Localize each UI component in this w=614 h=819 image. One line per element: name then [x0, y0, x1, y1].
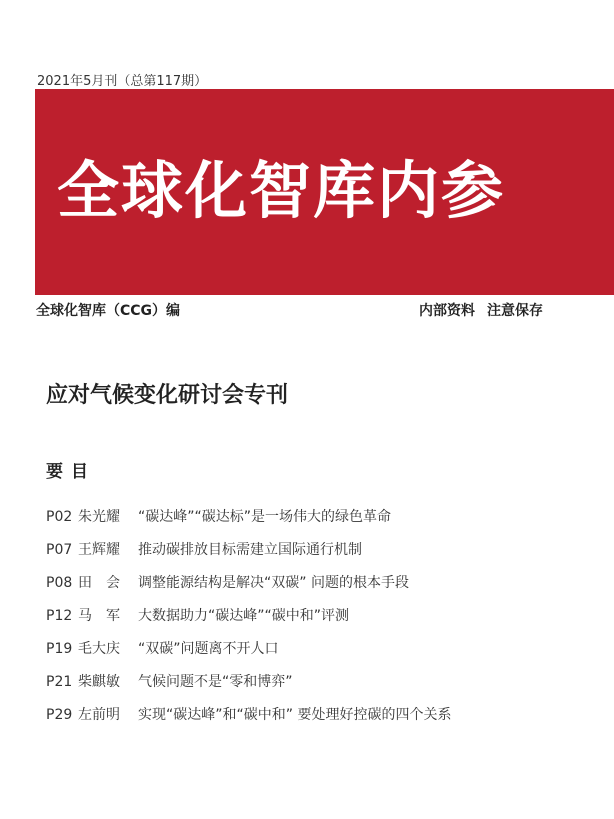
- confidentiality-notice: [419, 300, 543, 320]
- toc-title: 大数据助力“碳达峰”“碳中和”评测: [138, 608, 350, 624]
- title-banner: [35, 89, 614, 295]
- toc-title: “双碳”问题离不开人口: [138, 641, 279, 657]
- toc-item[interactable]: [46, 605, 451, 638]
- toc-author: 毛大庆: [78, 641, 120, 657]
- notice-keep: 注意保存: [487, 303, 543, 319]
- toc-item[interactable]: [46, 638, 451, 671]
- toc-page: P12: [46, 608, 73, 624]
- toc-author: 左前明: [78, 707, 120, 723]
- toc-author: 马 军: [78, 608, 120, 624]
- toc-item[interactable]: [46, 539, 451, 572]
- toc-title: 调整能源结构是解决“双碳” 问题的根本手段: [138, 575, 409, 591]
- toc-page: P08: [46, 575, 73, 591]
- toc-author: 田 会: [78, 575, 120, 591]
- issue-date: 2021年5月刊（总第117期）: [37, 74, 208, 89]
- table-of-contents: [46, 506, 451, 737]
- toc-title: 推动碳排放目标需建立国际通行机制: [138, 542, 362, 558]
- toc-page: P21: [46, 674, 73, 690]
- toc-heading: 要目: [46, 462, 96, 482]
- toc-item[interactable]: [46, 572, 451, 605]
- toc-author: 王辉耀: [78, 542, 120, 558]
- toc-item[interactable]: [46, 671, 451, 704]
- toc-page: P29: [46, 707, 73, 723]
- toc-page: P02: [46, 509, 73, 525]
- publication-title: 全球化智库内参: [57, 154, 506, 227]
- toc-author: 柴麒敏: [78, 674, 120, 690]
- toc-page: P19: [46, 641, 73, 657]
- toc-title: “碳达峰”“碳达标”是一场伟大的绿色革命: [138, 509, 392, 525]
- toc-page: P07: [46, 542, 73, 558]
- special-issue-title: 应对气候变化研讨会专刊: [46, 383, 289, 408]
- notice-internal: 内部资料: [419, 303, 475, 319]
- editor-credit: 全球化智库（CCG）编: [36, 303, 181, 319]
- toc-item[interactable]: [46, 704, 451, 737]
- toc-title: 气候问题不是“零和博弈”: [138, 674, 293, 690]
- toc-author: 朱光耀: [78, 509, 120, 525]
- toc-title: 实现“碳达峰”和“碳中和” 要处理好控碳的四个关系: [138, 707, 452, 723]
- toc-item[interactable]: [46, 506, 451, 539]
